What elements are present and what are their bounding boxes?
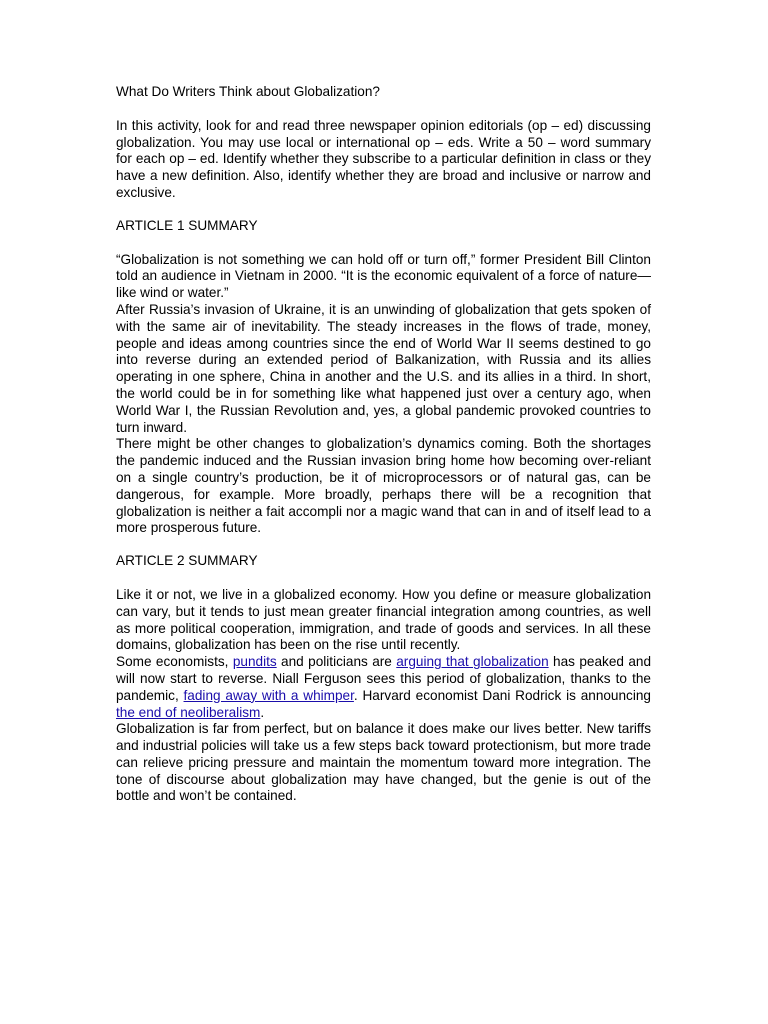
article-2-heading: ARTICLE 2 SUMMARY xyxy=(116,553,258,569)
pundits-link[interactable]: pundits xyxy=(232,654,277,670)
article-2-paragraph-3: Globalization is far from perfect, but on balance it does make our lives better. New tariffs and industrial policies will take us a few steps back toward protectionism, but more trade can relieve pricing pressure and maintain the momentum toward more integration. The tone of discourse about globalization may have changed, but the genie is out of the bottle and won’t be contained. xyxy=(116,721,651,804)
intro-paragraph: In this activity, look for and read three newspaper opinion editorials (op – ed) discussing globalization. You may use local or international op – eds. Write a 50 – word summary for each op – ed. Identify whether they subscribe to a particular definition in class or they have a new definition. Also, identify whether they are broad and inclusive or narrow and exclusive. xyxy=(116,117,651,200)
end-of-neoliberalism-link[interactable]: the end of neoliberalism xyxy=(116,704,261,720)
paragraph-text: Some economists, xyxy=(116,654,233,670)
paragraph-text: . xyxy=(260,704,265,720)
paragraph-text: and politicians are xyxy=(276,654,397,670)
article-2-paragraph-1: Like it or not, we live in a globalized economy. How you define or measure globalization can vary, but it tends to just mean greater financial integration among countries, as well as more political cooperation, immigration, and trade of goods and services. In all these domains, globalization has been on the rise until recently. xyxy=(116,586,651,653)
article-1-paragraph-3: There might be other changes to globalization’s dynamics coming. Both the shortages the pandemic induced and the Russian invasion bring home how becoming over-reliant on a single country’s production, be it of microprocessors or of natural gas, can be dangerous, for example. More broadly, perhaps there will be a recognition that globalization is neither a fait accompli nor a magic wand that can in and of itself lead to a more prosperous future. xyxy=(116,436,651,536)
article-1-heading: ARTICLE 1 SUMMARY xyxy=(116,217,258,233)
article-1-paragraph-1: “Globalization is not something we can hold off or turn off,” former President Bill Clinton told an audience in Vietnam in 2000. “It is the economic equivalent of a force of nature—like wind or water.” xyxy=(116,251,651,301)
article-2-paragraph-2 xyxy=(116,654,651,721)
arguing-globalization-link[interactable]: arguing that globalization xyxy=(396,654,549,670)
article-1-paragraph-2: After Russia’s invasion of Ukraine, it is an unwinding of globalization that gets spoken of with the same air of inevitability. The steady increases in the flows of trade, money, people and ideas among countries since the end of World War II seems destined to go into reverse during an extended period of Balkanization, with Russia and its allies operating in one sphere, China in another and the U.S. and its allies in a third. In short, the world could be in for something like what happened just over a century ago, when World War I, the Russian Revolution and, yes, a global pandemic provoked countries to turn inward. xyxy=(116,301,651,435)
fading-away-link[interactable]: fading away with a whimper xyxy=(183,687,354,703)
page-title: What Do Writers Think about Globalization? xyxy=(116,84,380,99)
document-page xyxy=(116,84,651,805)
paragraph-text: has peaked and will now start to reverse. Niall Ferguson sees this period of globalization, thanks to the pandemic, xyxy=(116,654,652,703)
paragraph-text: . Harvard economist Dani Rodrick is announcing xyxy=(353,687,651,703)
